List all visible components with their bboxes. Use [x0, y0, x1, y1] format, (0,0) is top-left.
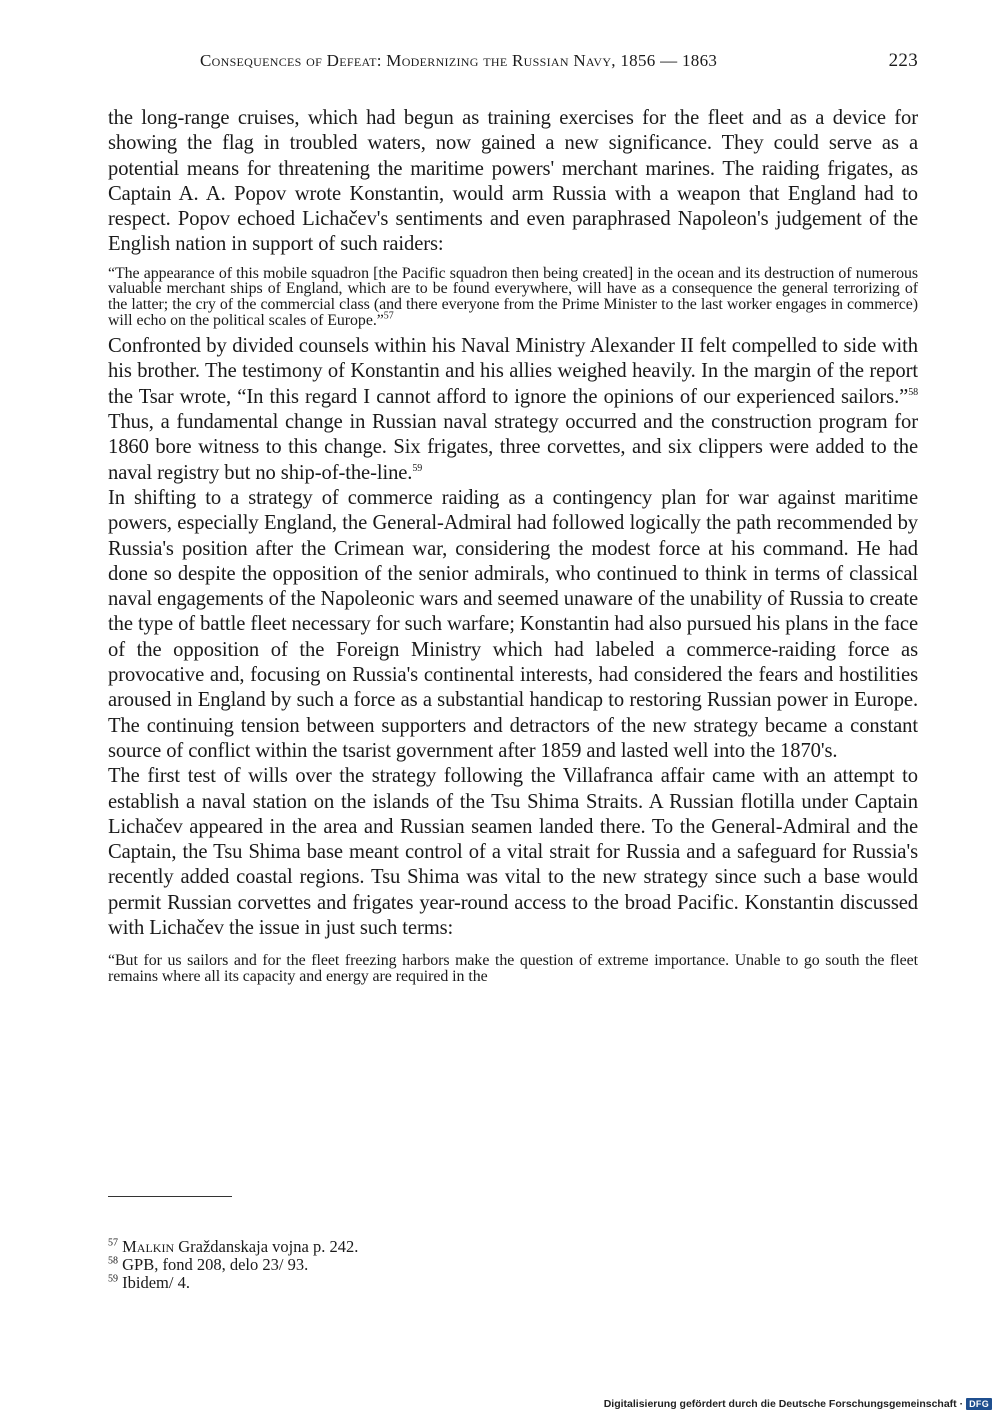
- footnotes: [108, 1238, 608, 1292]
- footnote-ref-58: 58: [908, 386, 918, 398]
- paragraph-2-part-b: Thus, a fundamental change in Russian naval strategy occurred and the construction program for 1860 bore witness to this change. Six frigates, three corvettes, and six clippers were added to the naval registry but no ship-of-the-line.: [108, 411, 918, 484]
- footnote-text: Graždanskaja vojna p. 242.: [174, 1237, 359, 1256]
- footnote-number: 58: [108, 1255, 118, 1267]
- footnote-text: Ibidem/ 4.: [122, 1273, 190, 1292]
- footnote-text: GPB, fond 208, delo 23/ 93.: [122, 1255, 309, 1274]
- running-header: [200, 50, 918, 72]
- funding-notice-text: Digitalisierung gefördert durch die Deutsche Forschungsgemeinschaft ·: [603, 1398, 964, 1410]
- footnote-57: [108, 1238, 608, 1256]
- footnote-number: 57: [108, 1237, 118, 1249]
- block-quote-popov: [108, 266, 918, 328]
- quote-text: “The appearance of this mobile squadron [the Pacific squadron then being created] in the ocean and its destruction of numerous valuable merchant ships of England, which are to be found everywhere, will have as a consequence the general terrorizing of the latter; the cry of the commercial class (and there everyone from the Prime Minister to the last worker engages in commerce) will echo on the political scales of Europe.”: [108, 264, 918, 329]
- footnote-divider: [108, 1196, 232, 1197]
- body-text: [108, 106, 918, 984]
- paragraph-3: In shifting to a strategy of commerce raiding as a contingency plan for war against maritime powers, especially England, the General-Admiral had followed logically the path recommended by Russia's position after the Crimean war, considering the modest force at his command. He had done so despite the opposition of the senior admirals, who continued to think in terms of classical naval engagements of the Napoleonic wars and seemed unaware of the unability of Russia to create the type of battle fleet necessary for such warfare; Konstantin had also pursued his plans in the face of the opposition of the Foreign Ministry which had labeled a commerce-raiding force as provocative and, focusing on Russia's continental interests, had considered the fears and hostilities aroused in England by such a force as a substantial handicap to restoring Russian power in Europe. The continuing tension between supporters and detractors of the new strategy became a constant source of conflict within the tsarist government after 1859 and lasted well into the 1870's.: [108, 486, 918, 762]
- footnote-number: 59: [108, 1273, 118, 1285]
- paragraph-2-part-a: Confronted by divided counsels within his Naval Ministry Alexander II felt compelled to side with his brother. The testimony of Konstantin and his allies weighed heavily. In the margin of the report the Tsar wrote, “In this regard I cannot afford to ignore the opinions of our experienced sailors.”: [108, 335, 918, 408]
- footnote-ref-59: 59: [412, 462, 423, 474]
- paragraph-4: The first test of wills over the strategy following the Villafranca affair came with an attempt to establish a naval station on the islands of the Tsu Shima Straits. A Russian flotilla under Captain Lichačev appeared in the area and Russian seamen landed there. To the General-Admiral and the Captain, the Tsu Shima base meant control of a vital strait for Russia and a safeguard for Russia's recently added coastal regions. Tsu Shima was vital to the new strategy since such a base would permit Russian corvettes and frigates year-round access to the broad Pacific. Konstantin discussed with Lichačev the issue in just such terms:: [108, 765, 918, 939]
- footnote-59: [108, 1274, 608, 1292]
- block-quote-konstantin: “But for us sailors and for the fleet freezing harbors make the question of extreme importance. Unable to go south the fleet remains where all its capacity and energy are required in the: [108, 952, 918, 985]
- paragraph-1: the long-range cruises, which had begun as training exercises for the fleet and as a device for showing the flag in troubled waters, now gained a new significance. They could serve as a potential means for threatening the maritime powers' merchant marines. The raiding frigates, as Captain A. A. Popov wrote Konstantin, would arm Russia with a weapon that England had to respect. Popov echoed Lichačev's sentiments and even paraphrased Napoleon's judgement of the English nation in support of such raiders:: [108, 107, 918, 256]
- footnote-author: Malkin: [122, 1237, 175, 1256]
- dfg-logo-icon: DFG: [966, 1398, 992, 1410]
- footnote-ref-57: 57: [383, 310, 394, 322]
- paragraph-2: [108, 334, 918, 486]
- footnote-58: [108, 1256, 608, 1274]
- running-head-title: Consequences of Defeat: Modernizing the Russian Navy, 1856 — 1863: [200, 51, 718, 70]
- page-number: 223: [888, 50, 918, 71]
- funding-notice: [604, 1398, 992, 1410]
